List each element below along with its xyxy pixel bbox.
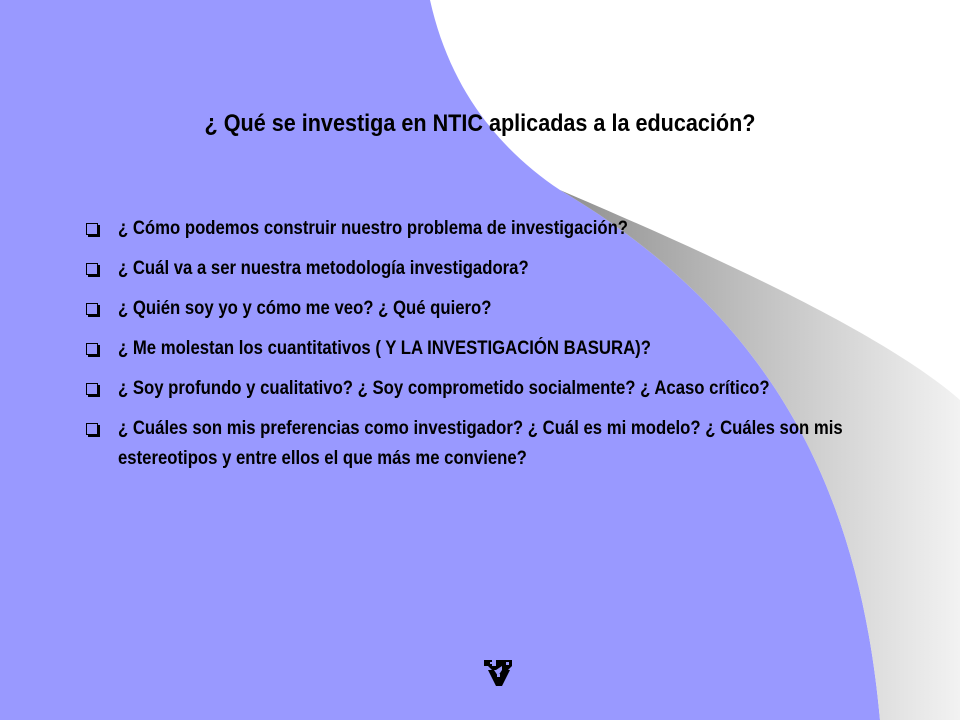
list-item-text: ¿ Soy profundo y cualitativo? ¿ Soy comprometido socialmente? ¿ Acaso crítico? [118, 378, 770, 399]
university-logo-icon [482, 656, 516, 690]
list-item [86, 294, 886, 324]
checkbox-square-icon [86, 343, 98, 355]
slide-title: ¿ Qué se investiga en NTIC aplicadas a la educación? [204, 110, 756, 137]
list-item-text: ¿ Cuál va a ser nuestra metodología investigadora? [118, 258, 529, 279]
list-item [86, 374, 886, 404]
list-item [86, 254, 886, 284]
list-item-text: ¿ Cómo podemos construir nuestro problema de investigación? [118, 218, 629, 239]
checkbox-square-icon [86, 383, 98, 395]
list-item-text: ¿ Quién soy yo y cómo me veo? ¿ Qué quiero? [118, 298, 492, 319]
list-item-text: ¿ Cuáles son mis preferencias como investigador? ¿ Cuál es mi modelo? ¿ Cuáles son mis estereotipos y entre ellos el que más me conviene? [118, 418, 843, 469]
checkbox-square-icon [86, 263, 98, 275]
bullet-list [86, 214, 886, 484]
list-item [86, 414, 886, 474]
checkbox-square-icon [86, 223, 98, 235]
checkbox-square-icon [86, 423, 98, 435]
list-item-text: ¿ Me molestan los cuantitativos ( Y LA INVESTIGACIÓN BASURA)? [118, 338, 651, 359]
list-item [86, 334, 886, 364]
list-item [86, 214, 886, 244]
checkbox-square-icon [86, 303, 98, 315]
